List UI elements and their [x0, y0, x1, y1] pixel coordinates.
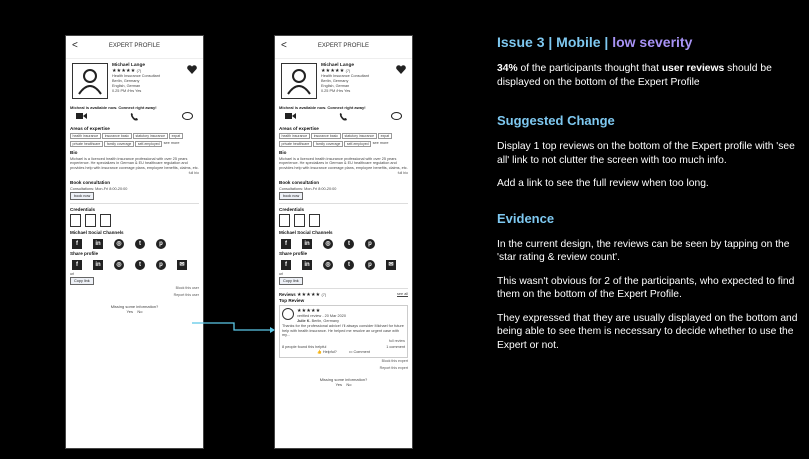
consult-hours: Consultations: Mon-Fri 8:00-20:00 — [279, 187, 337, 192]
availability-text: Micheal is available now. Connect right away! — [279, 105, 366, 110]
suggested-change-heading: Suggested Change — [497, 113, 615, 128]
twitter-icon[interactable]: t — [135, 260, 145, 270]
tag[interactable]: expat — [169, 133, 183, 139]
tag[interactable]: self-employed — [344, 141, 371, 147]
tag[interactable]: family coverage — [313, 141, 343, 147]
no-button[interactable]: No — [137, 309, 143, 315]
suggested-change-text: Display 1 top reviews on the bottom of the Expert profile with 'see all' link to not clutter the screen with too much info. — [497, 141, 795, 166]
helpful-count: 8 people found this helpful — [282, 345, 327, 350]
yes-button[interactable]: Yes — [335, 382, 342, 388]
url-label: url — [279, 272, 284, 277]
missing-info-text: Missing some information? — [319, 377, 368, 383]
helpful-label: Helpful? — [322, 350, 337, 355]
twitter-icon[interactable]: t — [344, 260, 354, 270]
twitter-icon[interactable]: t — [344, 239, 354, 249]
facebook-icon[interactable]: f — [72, 239, 82, 249]
issue-title — [497, 34, 807, 50]
social-heading: Michael Social Channels — [70, 230, 124, 236]
issue-description-panel — [497, 34, 807, 352]
evidence-text-2: This wasn't obvious for 2 of the participants, who expected to find them on the bottom of the Expert Profile. — [497, 275, 795, 300]
full-bio-link[interactable]: full bio — [397, 171, 408, 176]
expert-name: Michael Lange — [321, 63, 355, 68]
expert-location: Berlin, Germany — [321, 79, 349, 83]
facebook-icon[interactable]: f — [72, 260, 82, 270]
review-text: Thanks for the professional advice! I'll always consider Michael for future help with health insurance. He helped me resolve an urgent case with my... — [282, 324, 404, 338]
tag[interactable]: private healthcare — [70, 141, 103, 147]
copy-link-button[interactable]: Copy link — [279, 277, 303, 285]
rating-stars[interactable]: ★★★★★ — [112, 68, 136, 74]
rating-count[interactable]: (7) — [136, 69, 142, 73]
linkedin-icon[interactable]: in — [302, 239, 312, 249]
mail-icon[interactable]: ✉ — [386, 260, 396, 270]
expert-price: 0.25 PM /Hrs Yes — [112, 89, 142, 93]
bio-heading: Bio — [279, 149, 287, 155]
tag[interactable]: self-employed — [135, 141, 162, 147]
social-heading: Michael Social Channels — [279, 230, 333, 236]
rating-count[interactable]: (7) — [345, 69, 351, 73]
missing-info-text: Missing some information? — [110, 304, 159, 310]
top-review-heading: Top Review — [279, 298, 305, 304]
block-user-link[interactable]: Block this user — [175, 286, 199, 291]
expertise-heading: Areas of expertise — [70, 126, 110, 131]
mail-icon[interactable]: ✉ — [177, 260, 187, 270]
review-stars: ★★★★★ — [297, 308, 321, 315]
tag[interactable]: health insurance — [279, 133, 310, 139]
expert-price: 0.25 PM /Hrs Yes — [321, 89, 351, 93]
book-now-button[interactable]: book now — [279, 192, 303, 200]
reviews-count: (7) — [321, 293, 327, 298]
page-title: EXPERT PROFILE — [317, 43, 370, 49]
block-expert-link[interactable]: Block this expert — [381, 359, 408, 364]
reviewer-name: Julie K. — [297, 319, 311, 324]
pinterest-icon[interactable]: p — [365, 239, 375, 249]
reviews-label: Reviews — [279, 292, 296, 298]
report-user-link[interactable]: Report this user — [173, 293, 199, 298]
consult-heading: Book consultation — [279, 180, 320, 186]
rating-stars[interactable]: ★★★★★ — [321, 68, 345, 74]
facebook-icon[interactable]: f — [281, 260, 291, 270]
no-button[interactable]: No — [346, 382, 352, 388]
see-more-link[interactable]: see more — [372, 140, 389, 145]
comment-label: Comment — [353, 350, 370, 355]
instagram-icon[interactable]: ◎ — [323, 239, 333, 249]
pinterest-icon[interactable]: p — [156, 239, 166, 249]
back-icon[interactable]: < — [72, 40, 78, 51]
consult-heading: Book consultation — [70, 180, 111, 186]
expert-language: English, German — [112, 84, 141, 88]
tag[interactable]: insurance basic — [311, 133, 340, 139]
full-review-link[interactable]: full review — [389, 339, 405, 344]
linkedin-icon[interactable]: in — [93, 239, 103, 249]
comment-icon: ▭ — [348, 350, 353, 355]
expert-location: Berlin, Germany — [112, 79, 140, 83]
evidence-text-3: They expressed that they are usually displayed on the bottom and being able to see them is necessary to decide whether to use the Expert or not. — [497, 312, 798, 351]
yes-button[interactable]: Yes — [126, 309, 133, 315]
expert-name: Michael Lange — [112, 63, 146, 68]
expertise-heading: Areas of expertise — [279, 126, 319, 131]
review-location: Berlin, Germany — [311, 319, 340, 324]
see-more-link[interactable]: see more — [163, 140, 180, 145]
tag[interactable]: private healthcare — [279, 141, 312, 147]
credentials-heading: Credentials — [279, 207, 305, 213]
bio-heading: Bio — [70, 149, 78, 155]
issue-label: Issue 3 | Mobile | — [497, 34, 613, 50]
expert-role: Health Insurance Consultant — [112, 74, 160, 78]
pinterest-icon[interactable]: p — [365, 260, 375, 270]
bio-text: Michael is a licenced health insurance professional with over 25 years experience. He specializes in German & EU healthcare regulation and provides help with insurance coverage plans, employee benefits, claims, etc. — [70, 156, 199, 170]
book-now-button[interactable]: book now — [70, 192, 94, 200]
report-expert-link[interactable]: Report this expert — [379, 366, 408, 371]
copy-link-button[interactable]: Copy link — [70, 277, 94, 285]
issue-stat: 34% of the participants thought that user reviews should be displayed on the bottom of the Expert Profile — [497, 63, 772, 88]
instagram-icon[interactable]: ◎ — [114, 260, 124, 270]
tag[interactable]: statutory insurance — [133, 133, 168, 139]
consult-hours: Consultations: Mon-Fri 8:00-20:00 — [70, 187, 128, 192]
page-title: EXPERT PROFILE — [108, 43, 161, 49]
availability-text: Micheal is available now. Connect right away! — [70, 105, 157, 110]
see-all-reviews-link[interactable]: see all — [397, 292, 408, 297]
expert-role: Health Insurance Consultant — [321, 74, 369, 78]
credentials-heading: Credentials — [70, 207, 96, 213]
pinterest-icon[interactable]: p — [156, 260, 166, 270]
tag[interactable]: expat — [378, 133, 392, 139]
tag[interactable]: insurance basic — [102, 133, 131, 139]
suggested-change-text-2: Add a link to see the full review when too long. — [497, 178, 709, 189]
review-meta: verified review - 20 Mar 2020 — [297, 314, 346, 319]
reviews-stars: ★★★★★ — [296, 292, 321, 299]
full-bio-link[interactable]: full bio — [188, 171, 199, 176]
back-icon[interactable]: < — [281, 40, 287, 51]
linkedin-icon[interactable]: in — [93, 260, 103, 270]
instagram-icon[interactable]: ◎ — [323, 260, 333, 270]
tag[interactable]: statutory insurance — [342, 133, 377, 139]
thumbs-up-icon: 👍 — [317, 350, 322, 355]
facebook-icon[interactable]: f — [281, 239, 291, 249]
expert-language: English, German — [321, 84, 350, 88]
linkedin-icon[interactable]: in — [302, 260, 312, 270]
url-label: url — [70, 272, 75, 277]
twitter-icon[interactable]: t — [135, 239, 145, 249]
evidence-text-1: In the current design, the reviews can be seen by tapping on the 'star rating & review count'. — [497, 238, 790, 263]
tag[interactable]: health insurance — [70, 133, 101, 139]
bio-text: Michael is a licenced health insurance professional with over 25 years experience. He specializes in German & EU healthcare regulation and provides help with insurance coverage plans, employee benefits, claims, etc. — [279, 156, 408, 170]
share-heading: Share profile — [70, 251, 99, 257]
instagram-icon[interactable]: ◎ — [114, 239, 124, 249]
tag[interactable]: family coverage — [104, 141, 134, 147]
comment-count[interactable]: 1 comment — [386, 345, 405, 350]
severity-label: low severity — [612, 34, 693, 50]
share-heading: Share profile — [279, 251, 308, 257]
evidence-heading: Evidence — [497, 210, 555, 226]
